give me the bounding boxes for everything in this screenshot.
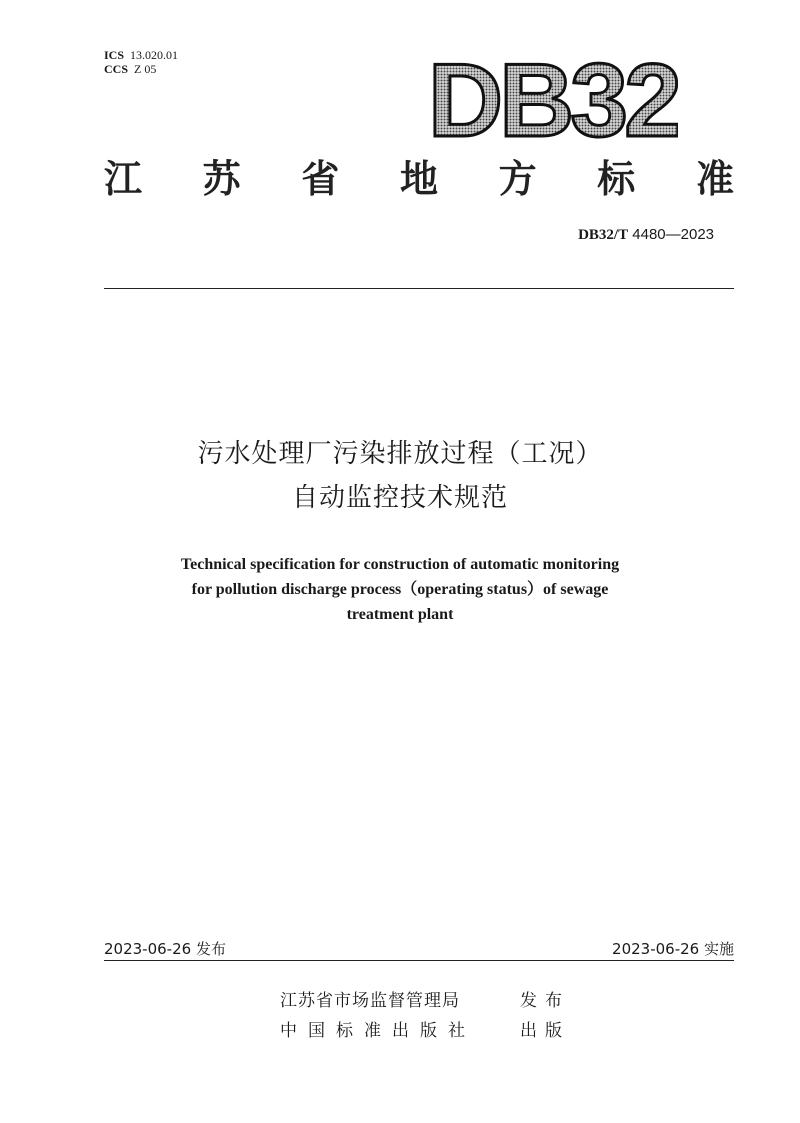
english-title-line: for pollution discharge process（operating status）of sewage	[191, 581, 609, 598]
chinese-title-line: 污水处理厂污染排放过程（工况）	[197, 439, 603, 469]
classification-codes	[104, 48, 178, 76]
top-divider	[104, 288, 734, 289]
chinese-title	[0, 432, 800, 520]
title-char: 准	[695, 157, 734, 201]
bottom-divider	[104, 960, 734, 961]
issuer-block	[280, 986, 570, 1046]
db32-logo	[428, 46, 678, 146]
issuer-org: 江苏省市场监督管理局	[280, 991, 460, 1011]
title-char: 省	[301, 157, 340, 201]
standard-number: DB32/T 4480—2023	[578, 226, 714, 243]
chinese-title-line: 自动监控技术规范	[291, 483, 508, 513]
title-char: 地	[399, 157, 438, 201]
title-char: 江	[104, 157, 143, 201]
issuer-row	[280, 1016, 570, 1046]
english-title	[120, 552, 680, 627]
ccs-code: CCS Z 05	[104, 62, 157, 76]
logo-text: DB32	[428, 46, 678, 146]
title-char: 苏	[202, 157, 241, 201]
issuer-action: 发布	[520, 991, 570, 1011]
english-title-line: Technical specification for construction of automatic monitoring	[180, 556, 620, 573]
publish-date: 2023-06-26 发布	[104, 940, 226, 958]
title-char: 方	[498, 157, 537, 201]
ics-code: ICS 13.020.01	[104, 48, 179, 62]
issuer-action: 出版	[520, 1021, 570, 1041]
issuer-org: 中国标准出版社	[280, 1021, 476, 1041]
standard-type-title	[104, 154, 734, 204]
title-char: 标	[597, 157, 636, 201]
issuer-row	[280, 986, 570, 1016]
english-title-line: treatment plant	[346, 606, 454, 623]
implement-date: 2023-06-26 实施	[612, 940, 734, 958]
